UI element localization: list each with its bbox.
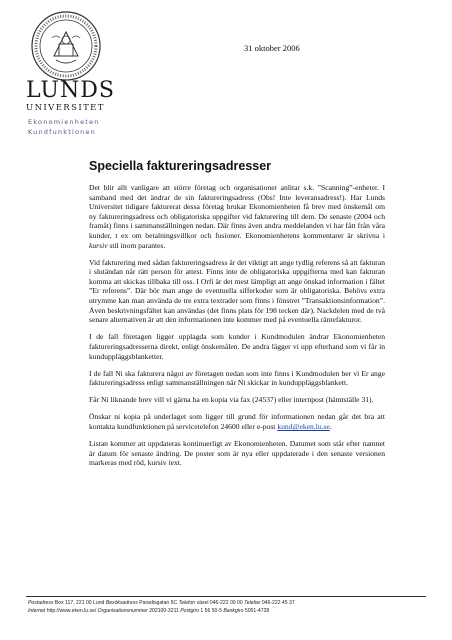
email-link[interactable]: kund@eken.lu.se <box>277 421 330 431</box>
footer-divider <box>26 596 426 597</box>
paragraph-contact-text: Önskar ni kopia på underlaget som ligger till grund för informationen nedan går det bra att kontakta kundfunktionen på servicetelefon 24600 eller e-post <box>89 412 385 431</box>
page-title: Speciella faktureringsadresser <box>89 159 272 173</box>
footer-bankgiro: 5051-4728 <box>244 607 270 614</box>
footer-internet-label: Internet <box>28 607 46 614</box>
footer-besok-label: Besöksadress <box>105 600 138 606</box>
paragraph-update: Listan kommer att uppdateras kontinuerligt av Ekonomienheten. Datumet som står efter namnet är datum för senaste ändring. De poster som är nya eller uppdaterade i den senaste versionen markeras med röd, kursiv text. <box>89 439 385 468</box>
document-date: 31 oktober 2006 <box>244 43 300 53</box>
footer-telefon-label: Telefon <box>178 600 196 606</box>
footer-telefax: 046-222 45 37 <box>261 600 295 606</box>
footer <box>28 600 428 615</box>
footer-postgiro-label: Postgiro <box>180 607 199 614</box>
document-body <box>89 183 385 475</box>
paragraph-contact <box>89 412 385 431</box>
paragraph-fax: Får Ni liknande brev vill vi gärna ha en kopia via fax (24537) eller internpost (hämtställe 31). <box>89 395 374 405</box>
footer-telefax-label: Telefax <box>244 600 261 606</box>
paragraph-intro-end: stil inom parantes. <box>109 240 166 250</box>
footer-line-2 <box>28 608 428 616</box>
footer-internet: http://www.eken.lu.se/ <box>46 607 97 614</box>
footer-line-1 <box>28 600 428 608</box>
footer-bankgiro-label: Bankgiro <box>223 607 244 614</box>
paragraph-fakturera: I de fall Ni ska fakturera något av företagen nedan som inte finns i Kundmodulen ber vi Er ange faktureringsadress enligt sammanställningen när Ni skickar in kunduppläggsblankett. <box>89 368 385 388</box>
university-wordmark <box>26 80 115 113</box>
department-name: Ekonomienheten <box>28 118 100 126</box>
footer-besok: Paradisgatan 5C <box>139 600 178 606</box>
footer-orgnr: 202100-3211 <box>149 607 179 614</box>
footer-postadress-label: Postadress <box>28 600 54 606</box>
footer-orgnr-label: Organisationsnummer <box>97 607 148 614</box>
wordmark-lunds: LUNDS <box>26 78 115 103</box>
footer-telefon: växel 046-222 00 00 <box>196 600 243 606</box>
paragraph-reference: Vid fakturering med sådan faktureringsadress är det viktigt att ange tydlig referens så att fakturan i slutändan når rätt person för attest. Finns inte de obligatoriska uppgifterna med kan fakturan komma att skickas tillbaka till oss. I Orfi är det mest lämpligt att ange önskad information i fältet ”Er referens”. Där bör man ange de eventuella sifferkoder som är obligatoriska. Behövs extra utrymme kan man använda de tre extra textrader som finns i fönstret ”Transaktionsinformation”. Även beskrivningsfältet kan användas (det finns plats för 198 tecken där). Nackdelen med de två senare alternativen är att den informationen inte kommer med på eventuella räntefakturor. <box>89 257 385 325</box>
department-function: Kundfunktionen <box>28 128 96 136</box>
paragraph-intro-text: Det blir allt vanligare att större företag och organisationer anlitar s.k. ”Scanning”-enheter. I samband med det ändrar de sin faktureringsadress (Obs! Inte leveransadress!). Har Lunds Universitet tidigare fakturerat dessa företag brukar Ekonomienheten få brev med önskemål om ny faktureringsadress och obligatoriska uppgifter vid fakturering till dem. De senaste (2004 och framåt) finns i sammanställningen nedan. Där finns även andra meddelanden vi har fått från våra kunder, t ex om betalningsvillkor och fusioner. Ekonomienhetens kommentarer är skrivna i <box>89 183 385 240</box>
paragraph-intro-italic: kursiv <box>89 240 108 250</box>
department-block <box>28 117 100 137</box>
footer-postadress: Box 117, 221 00 Lund <box>54 600 105 606</box>
paragraph-kundmodul: I de fall företagen ligger upplagda som kunder i Kundmodulen ändrar Ekonomienheten faktureringsadresserna direkt, enligt önskemålen. De andra lägger vi upp efterhand som vi får in kunduppläggsblanketter. <box>89 332 385 361</box>
university-seal-logo <box>30 10 102 82</box>
paragraph-intro <box>89 183 385 250</box>
paragraph-contact-end: . <box>329 421 332 431</box>
wordmark-universitet: UNIVERSITET <box>26 103 105 113</box>
footer-postgiro: 1 56 50-5 <box>200 607 222 614</box>
